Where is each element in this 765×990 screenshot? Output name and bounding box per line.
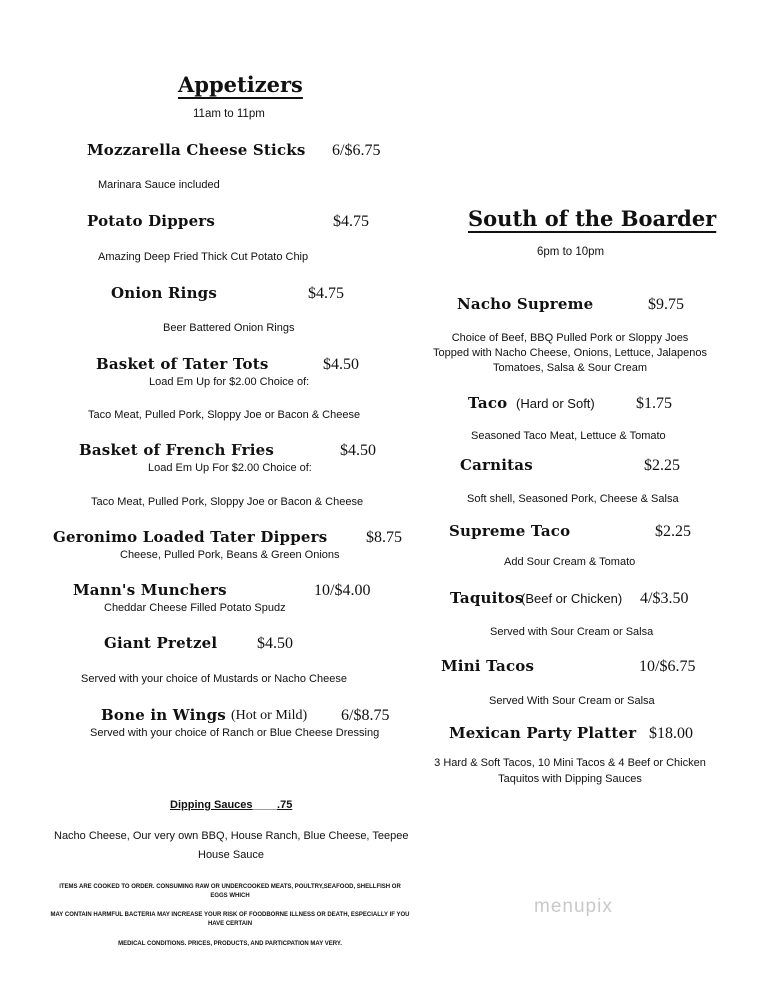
menu-item-option: (Hot or Mild) [231, 708, 308, 723]
menu-item-desc: Tomatoes, Salsa & Sour Cream [492, 362, 648, 374]
menu-item-desc: Marinara Sauce included [98, 179, 220, 191]
menu-item-name: Supreme Taco [449, 522, 571, 540]
menu-item-desc: Cheddar Cheese Filled Potato Spudz [104, 602, 286, 614]
menu-item-option: (Hard or Soft) [516, 396, 595, 411]
menu-item-desc: Served with your choice of Mustards or Nacho Cheese [81, 673, 347, 685]
menu-item-name: Mini Tacos [441, 657, 535, 675]
menu-item-name: Taco [468, 394, 508, 412]
menu-item-price: 6/$8.75 [341, 707, 390, 724]
menu-item-price: 6/$6.75 [332, 142, 381, 159]
menu-item-desc: Taco Meat, Pulled Pork, Sloppy Joe or Bacon & Cheese [91, 496, 364, 508]
menu-item-name: Basket of Tater Tots [96, 355, 269, 373]
menu-item-desc: Cheese, Pulled Pork, Beans & Green Onions [120, 549, 340, 561]
menu-item-desc: 3 Hard & Soft Tacos, 10 Mini Tacos & 4 Beef or Chicken [434, 757, 706, 769]
menu-item-desc: Served with Sour Cream or Salsa [490, 626, 654, 638]
menu-item-name: Taquitos [450, 589, 524, 607]
menu-item-price: 4/$3.50 [640, 590, 689, 607]
dipping-sauces-list: Nacho Cheese, Our very own BBQ, House Ranch, Blue Cheese, Teepee [54, 830, 409, 842]
menu-item-desc: Seasoned Taco Meat, Lettuce & Tomato [471, 430, 666, 442]
menu-item-price: 10/$6.75 [639, 658, 696, 675]
menu-item-price: $4.50 [257, 635, 293, 652]
menu-item-desc: Taquitos with Dipping Sauces [498, 773, 642, 785]
menu-item-desc: Load Em Up For $2.00 Choice of: [148, 462, 312, 474]
menu-item-price: $9.75 [648, 296, 684, 313]
dipping-sauces-label: Dipping Sauces [170, 799, 253, 811]
menu-item-name: Potato Dippers [87, 212, 216, 230]
menu-item-price: $2.25 [644, 457, 680, 474]
menu-item-name: Mann's Munchers [73, 581, 227, 599]
menu-item-desc: Choice of Beef, BBQ Pulled Pork or Sloppy Joes [451, 332, 689, 344]
dipping-sauces-price: .75 [277, 799, 293, 811]
menu-item-desc: Beer Battered Onion Rings [163, 322, 295, 334]
menu-item-name: Bone in Wings [101, 706, 226, 724]
south-title: South of the Boarder [468, 206, 717, 231]
disclaimer-text: MAY CONTAIN HARMFUL BACTERIA MAY INCREASE YOUR RISK OF FOODBORNE ILLNESS OR DEATH, ESPECIALLY IF YOU HAVE CERTAIN [50, 912, 410, 927]
menu-item-desc: Taco Meat, Pulled Pork, Sloppy Joe or Bacon & Cheese [88, 409, 361, 421]
dipping-sauces-heading [170, 795, 292, 813]
menu-item-name: Mozzarella Cheese Sticks [87, 141, 306, 159]
menu-item-price: $4.75 [333, 213, 369, 230]
menu-item-price: $8.75 [366, 529, 402, 546]
menu-item-desc: Add Sour Cream & Tomato [504, 556, 636, 568]
appetizers-hours: 11am to 11pm [193, 108, 265, 120]
dipping-sauces-list: House Sauce [198, 849, 265, 861]
menu-item-desc: Served with your choice of Ranch or Blue Cheese Dressing [90, 727, 380, 739]
menu-item-price: $4.75 [308, 285, 344, 302]
menu-item-price: $4.50 [323, 356, 359, 373]
menu-item-price: $1.75 [636, 395, 672, 412]
menu-item-desc: Served With Sour Cream or Salsa [489, 695, 655, 707]
menu-item-desc: Load Em Up for $2.00 Choice of: [149, 376, 310, 388]
menu-item-price: 10/$4.00 [314, 582, 371, 599]
menu-item-name: Onion Rings [111, 284, 218, 302]
menu-item-name: Nacho Supreme [457, 295, 594, 313]
menu-item-desc: Amazing Deep Fried Thick Cut Potato Chip [98, 251, 309, 263]
disclaimer-text: MEDICAL CONDITIONS. PRICES, PRODUCTS, AND PARTICPATION MAY VERY. [118, 941, 342, 947]
menu-item-price: $2.25 [655, 523, 691, 540]
menu-item-name: Mexican Party Platter [449, 724, 637, 742]
menu-item-name: Basket of French Fries [79, 441, 274, 459]
disclaimer-text: ITEMS ARE COOKED TO ORDER. CONSUMING RAW OR UNDERCOOKED MEATS, POULTRY,SEAFOOD, SHELLFISH OR EGGS WHICH [59, 884, 401, 899]
menu-item-name: Carnitas [460, 456, 533, 474]
dipping-sauces-blank: ____ [252, 799, 278, 811]
appetizers-title: Appetizers [178, 72, 303, 97]
menu-item-price: $18.00 [649, 725, 693, 742]
menu-item-name: Geronimo Loaded Tater Dippers [53, 528, 328, 546]
menu-item-desc: Topped with Nacho Cheese, Onions, Lettuce, Jalapenos [433, 347, 707, 359]
watermark-logo: menupix [534, 896, 613, 917]
menu-item-desc: Soft shell, Seasoned Pork, Cheese & Salsa [467, 493, 679, 505]
menu-item-name: Giant Pretzel [104, 634, 218, 652]
menu-item-option: (Beef or Chicken) [521, 591, 623, 606]
south-hours: 6pm to 10pm [537, 246, 605, 258]
menu-item-price: $4.50 [340, 442, 376, 459]
